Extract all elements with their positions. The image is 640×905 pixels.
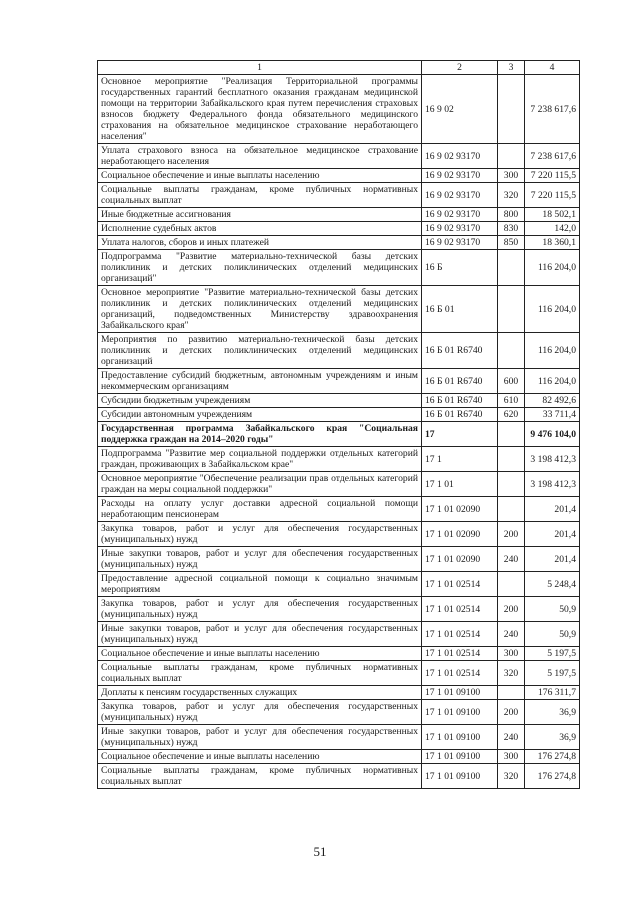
table-row (98, 686, 580, 700)
row-code-cell: 17 1 01 02090 (422, 547, 498, 572)
row-name-cell: Основное мероприятие "Реализация Территориальной программы государственных гарантий бесплатного оказания гражданам медицинской помощи на территории Забайкальского края путем перечисления страховых взносов бюджету Федерального фонда обязательного медицинского страхования на обязательное медицинское страхование неработающего населения" (98, 75, 422, 144)
row-vr-cell (498, 447, 525, 472)
table-row (98, 250, 580, 286)
row-sum-cell: 176 274,8 (525, 750, 580, 764)
row-code-cell: 17 1 01 02514 (422, 661, 498, 686)
row-vr-cell: 240 (498, 547, 525, 572)
table-row (98, 144, 580, 169)
table-row (98, 333, 580, 369)
table-row (98, 286, 580, 333)
table-row (98, 183, 580, 208)
row-vr-cell: 320 (498, 661, 525, 686)
row-code-cell: 16 Б (422, 250, 498, 286)
table-row (98, 725, 580, 750)
row-code-cell: 17 1 01 09100 (422, 700, 498, 725)
row-sum-cell: 116 204,0 (525, 250, 580, 286)
table-row (98, 750, 580, 764)
row-vr-cell: 200 (498, 597, 525, 622)
row-code-cell: 17 1 01 (422, 472, 498, 497)
row-vr-cell: 240 (498, 622, 525, 647)
row-vr-cell: 200 (498, 522, 525, 547)
table-row (98, 408, 580, 422)
row-name-cell: Закупка товаров, работ и услуг для обеспечения государственных (муниципальных) нужд (98, 700, 422, 725)
row-name-cell: Основное мероприятие "Развитие материально-технической базы детских поликлиник и детских поликлинических отделений медицинских организаций, подведомственных Министерству здравоохранения Забайкальского края" (98, 286, 422, 333)
row-sum-cell: 36,9 (525, 725, 580, 750)
row-vr-cell: 200 (498, 700, 525, 725)
table-row (98, 700, 580, 725)
row-sum-cell: 7 238 617,6 (525, 144, 580, 169)
header-col-1: 1 (98, 61, 422, 75)
table-row (98, 572, 580, 597)
row-name-cell: Расходы на оплату услуг доставки адресной социальной помощи неработающим пенсионерам (98, 497, 422, 522)
table-row (98, 497, 580, 522)
row-code-cell: 17 (422, 422, 498, 447)
row-name-cell: Закупка товаров, работ и услуг для обеспечения государственных (муниципальных) нужд (98, 522, 422, 547)
row-code-cell: 17 1 01 09100 (422, 725, 498, 750)
budget-table (97, 60, 580, 789)
row-sum-cell: 3 198 412,3 (525, 447, 580, 472)
row-code-cell: 17 1 01 09100 (422, 686, 498, 700)
row-sum-cell: 7 220 115,5 (525, 169, 580, 183)
row-sum-cell: 36,9 (525, 700, 580, 725)
row-sum-cell: 201,4 (525, 522, 580, 547)
row-sum-cell: 176 274,8 (525, 764, 580, 789)
row-vr-cell (498, 75, 525, 144)
row-sum-cell: 50,9 (525, 622, 580, 647)
row-sum-cell: 50,9 (525, 597, 580, 622)
row-code-cell: 17 1 (422, 447, 498, 472)
table-row (98, 647, 580, 661)
row-code-cell: 17 1 01 09100 (422, 764, 498, 789)
table-row (98, 236, 580, 250)
row-code-cell: 17 1 01 02514 (422, 622, 498, 647)
row-code-cell: 16 Б 01 (422, 286, 498, 333)
row-sum-cell: 142,0 (525, 222, 580, 236)
row-name-cell: Подпрограмма "Развитие мер социальной поддержки отдельных категорий граждан, проживающих в Забайкальском крае" (98, 447, 422, 472)
row-name-cell: Государственная программа Забайкальского края "Социальная поддержка граждан на 2014–2020 годы" (98, 422, 422, 447)
row-sum-cell: 116 204,0 (525, 333, 580, 369)
row-code-cell: 16 9 02 93170 (422, 183, 498, 208)
row-name-cell: Доплаты к пенсиям государственных служащих (98, 686, 422, 700)
row-code-cell: 16 9 02 93170 (422, 169, 498, 183)
row-vr-cell (498, 286, 525, 333)
table-header-row (98, 61, 580, 75)
row-sum-cell: 18 502,1 (525, 208, 580, 222)
row-name-cell: Исполнение судебных актов (98, 222, 422, 236)
row-code-cell: 16 Б 01 R6740 (422, 333, 498, 369)
row-code-cell: 16 9 02 93170 (422, 222, 498, 236)
row-vr-cell: 320 (498, 183, 525, 208)
table-row (98, 222, 580, 236)
table-row (98, 597, 580, 622)
table-row (98, 547, 580, 572)
row-name-cell: Мероприятия по развитию материально-технической базы детских поликлиник и детских поликлинических отделений медицинских организаций (98, 333, 422, 369)
row-vr-cell: 830 (498, 222, 525, 236)
row-name-cell: Уплата страхового взноса на обязательное медицинское страхование неработающего населения (98, 144, 422, 169)
row-code-cell: 17 1 01 02090 (422, 497, 498, 522)
row-code-cell: 17 1 01 02514 (422, 572, 498, 597)
row-sum-cell: 201,4 (525, 547, 580, 572)
row-name-cell: Субсидии автономным учреждениям (98, 408, 422, 422)
row-name-cell: Социальное обеспечение и иные выплаты населению (98, 750, 422, 764)
row-name-cell: Социальное обеспечение и иные выплаты населению (98, 169, 422, 183)
row-name-cell: Субсидии бюджетным учреждениям (98, 394, 422, 408)
table-row (98, 75, 580, 144)
row-vr-cell (498, 333, 525, 369)
row-code-cell: 17 1 01 02090 (422, 522, 498, 547)
table-row (98, 622, 580, 647)
row-code-cell: 16 9 02 (422, 75, 498, 144)
header-col-4: 4 (525, 61, 580, 75)
row-vr-cell: 620 (498, 408, 525, 422)
row-sum-cell: 18 360,1 (525, 236, 580, 250)
row-name-cell: Социальное обеспечение и иные выплаты населению (98, 647, 422, 661)
row-code-cell: 17 1 01 02514 (422, 597, 498, 622)
row-vr-cell: 800 (498, 208, 525, 222)
row-name-cell: Закупка товаров, работ и услуг для обеспечения государственных (муниципальных) нужд (98, 597, 422, 622)
row-code-cell: 16 Б 01 R6740 (422, 369, 498, 394)
row-name-cell: Иные закупки товаров, работ и услуг для обеспечения государственных (муниципальных) нужд (98, 622, 422, 647)
table-row (98, 208, 580, 222)
row-vr-cell: 600 (498, 369, 525, 394)
table-row (98, 472, 580, 497)
row-code-cell: 16 9 02 93170 (422, 144, 498, 169)
row-vr-cell (498, 472, 525, 497)
row-code-cell: 16 Б 01 R6740 (422, 394, 498, 408)
row-name-cell: Подпрограмма "Развитие материально-технической базы детских поликлиник и детских поликлинических отделений медицинских организаций" (98, 250, 422, 286)
row-sum-cell: 116 204,0 (525, 369, 580, 394)
table-row (98, 169, 580, 183)
row-vr-cell: 850 (498, 236, 525, 250)
row-vr-cell: 300 (498, 750, 525, 764)
row-sum-cell: 5 197,5 (525, 647, 580, 661)
row-sum-cell: 7 238 617,6 (525, 75, 580, 144)
row-sum-cell: 116 204,0 (525, 286, 580, 333)
page-number: 51 (313, 844, 327, 859)
row-sum-cell: 7 220 115,5 (525, 183, 580, 208)
table-row (98, 661, 580, 686)
row-sum-cell: 201,4 (525, 497, 580, 522)
row-sum-cell: 82 492,6 (525, 394, 580, 408)
header-col-3: 3 (498, 61, 525, 75)
row-name-cell: Предоставление адресной социальной помощи к социально значимым мероприятиям (98, 572, 422, 597)
row-vr-cell (498, 422, 525, 447)
row-name-cell: Основное мероприятие "Обеспечение реализации прав отдельных категорий граждан на меры социальной поддержки" (98, 472, 422, 497)
row-code-cell: 17 1 01 09100 (422, 750, 498, 764)
row-sum-cell: 33 711,4 (525, 408, 580, 422)
row-vr-cell: 300 (498, 169, 525, 183)
row-name-cell: Уплата налогов, сборов и иных платежей (98, 236, 422, 250)
table-row (98, 447, 580, 472)
row-name-cell: Предоставление субсидий бюджетным, автономным учреждениям и иным некоммерческим организациям (98, 369, 422, 394)
row-code-cell: 16 9 02 93170 (422, 236, 498, 250)
row-code-cell: 16 Б 01 R6740 (422, 408, 498, 422)
row-vr-cell (498, 497, 525, 522)
row-name-cell: Иные закупки товаров, работ и услуг для обеспечения государственных (муниципальных) нужд (98, 725, 422, 750)
row-vr-cell (498, 144, 525, 169)
row-name-cell: Иные бюджетные ассигнования (98, 208, 422, 222)
row-code-cell: 16 9 02 93170 (422, 208, 498, 222)
row-name-cell: Иные закупки товаров, работ и услуг для обеспечения государственных (муниципальных) нужд (98, 547, 422, 572)
row-vr-cell: 300 (498, 647, 525, 661)
table-row (98, 369, 580, 394)
row-sum-cell: 5 248,4 (525, 572, 580, 597)
table-row (98, 422, 580, 447)
table-row (98, 522, 580, 547)
header-col-2: 2 (422, 61, 498, 75)
table-row (98, 764, 580, 789)
row-sum-cell: 176 311,7 (525, 686, 580, 700)
row-vr-cell (498, 572, 525, 597)
row-name-cell: Социальные выплаты гражданам, кроме публичных нормативных социальных выплат (98, 661, 422, 686)
row-vr-cell: 610 (498, 394, 525, 408)
row-sum-cell: 9 476 104,0 (525, 422, 580, 447)
table-row (98, 394, 580, 408)
row-vr-cell (498, 250, 525, 286)
row-vr-cell (498, 686, 525, 700)
row-sum-cell: 3 198 412,3 (525, 472, 580, 497)
table-body (98, 61, 580, 789)
row-sum-cell: 5 197,5 (525, 661, 580, 686)
row-vr-cell: 320 (498, 764, 525, 789)
row-vr-cell: 240 (498, 725, 525, 750)
row-name-cell: Социальные выплаты гражданам, кроме публичных нормативных социальных выплат (98, 764, 422, 789)
row-name-cell: Социальные выплаты гражданам, кроме публичных нормативных социальных выплат (98, 183, 422, 208)
row-code-cell: 17 1 01 02514 (422, 647, 498, 661)
